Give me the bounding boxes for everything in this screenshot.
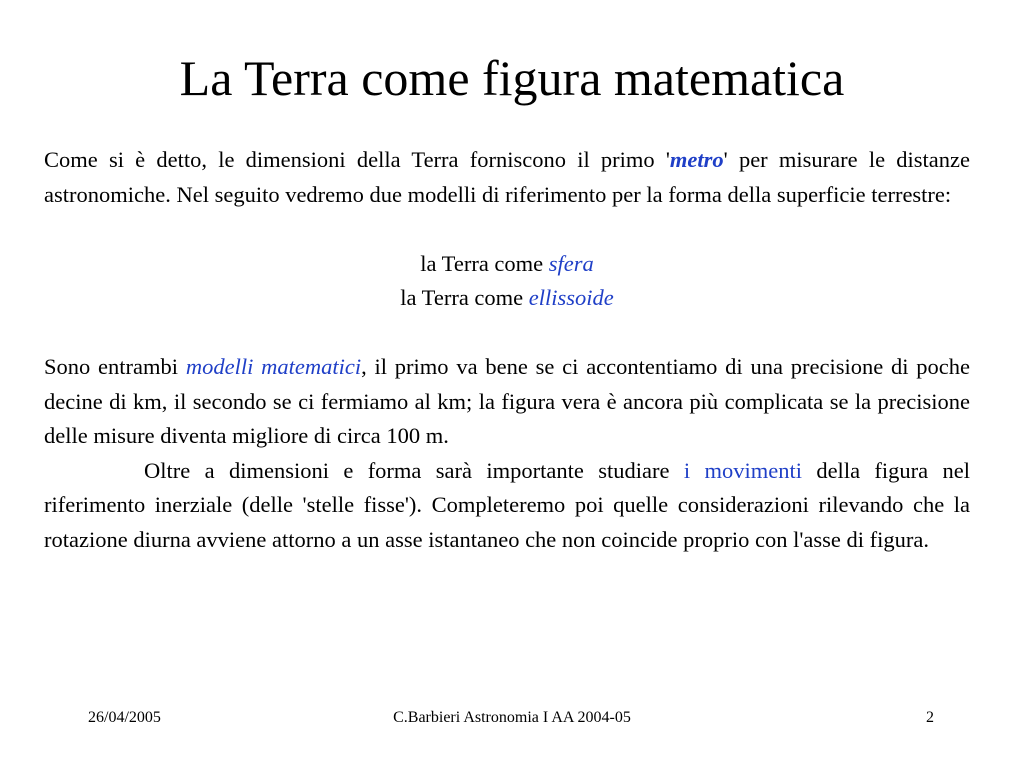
models-text-1: Sono entrambi bbox=[44, 354, 186, 379]
model-sphere-term: sfera bbox=[548, 250, 594, 276]
slide-body bbox=[44, 143, 970, 557]
math-models-term: modelli matematici bbox=[185, 354, 362, 379]
spacer bbox=[44, 316, 970, 351]
movements-term: i movimenti bbox=[683, 457, 802, 483]
intro-text-1: Come si è detto, le dimensioni della Terra forniscono il primo ' bbox=[44, 147, 670, 172]
intro-paragraph bbox=[44, 143, 970, 212]
movements-text-2: della figura nel riferimento inerziale (delle 'stelle fisse'). Completeremo poi quelle considerazioni rilevando che la rotazione diurna avviene attorno a un asse istantaneo che non coincide proprio con l'asse di figura. bbox=[44, 457, 971, 552]
models-text-2: , il primo va bene se ci accontentiamo di una precisione di poche decine di km, il secondo se ci fermiamo al km; la figura vera è ancora più complicata se la precisione delle misure diventa migliore di circa 100 m. bbox=[44, 354, 971, 448]
models-paragraph bbox=[44, 350, 970, 454]
footer-date: 26/04/2005 bbox=[88, 709, 161, 726]
model-ellipsoid bbox=[44, 281, 970, 316]
model-sphere bbox=[44, 247, 970, 282]
model-sphere-prefix: la Terra come bbox=[420, 250, 549, 276]
footer-course: C.Barbieri Astronomia I AA 2004-05 bbox=[393, 709, 631, 726]
movements-text-1: Oltre a dimensioni e forma sarà importante studiare bbox=[144, 457, 684, 483]
spacer bbox=[44, 212, 970, 247]
metro-term: metro bbox=[669, 147, 724, 172]
model-ellipsoid-term: ellissoide bbox=[528, 285, 614, 310]
intro-text-2: ' per misurare le distanze astronomiche. Nel seguito vedremo due modelli di riferimento per la forma della superficie terrestre: bbox=[44, 147, 970, 207]
model-ellipsoid-prefix: la Terra come bbox=[400, 285, 529, 310]
footer-page-number: 2 bbox=[926, 709, 934, 726]
movements-paragraph bbox=[44, 454, 970, 558]
slide-title: La Terra come figura matematica bbox=[179, 50, 845, 106]
